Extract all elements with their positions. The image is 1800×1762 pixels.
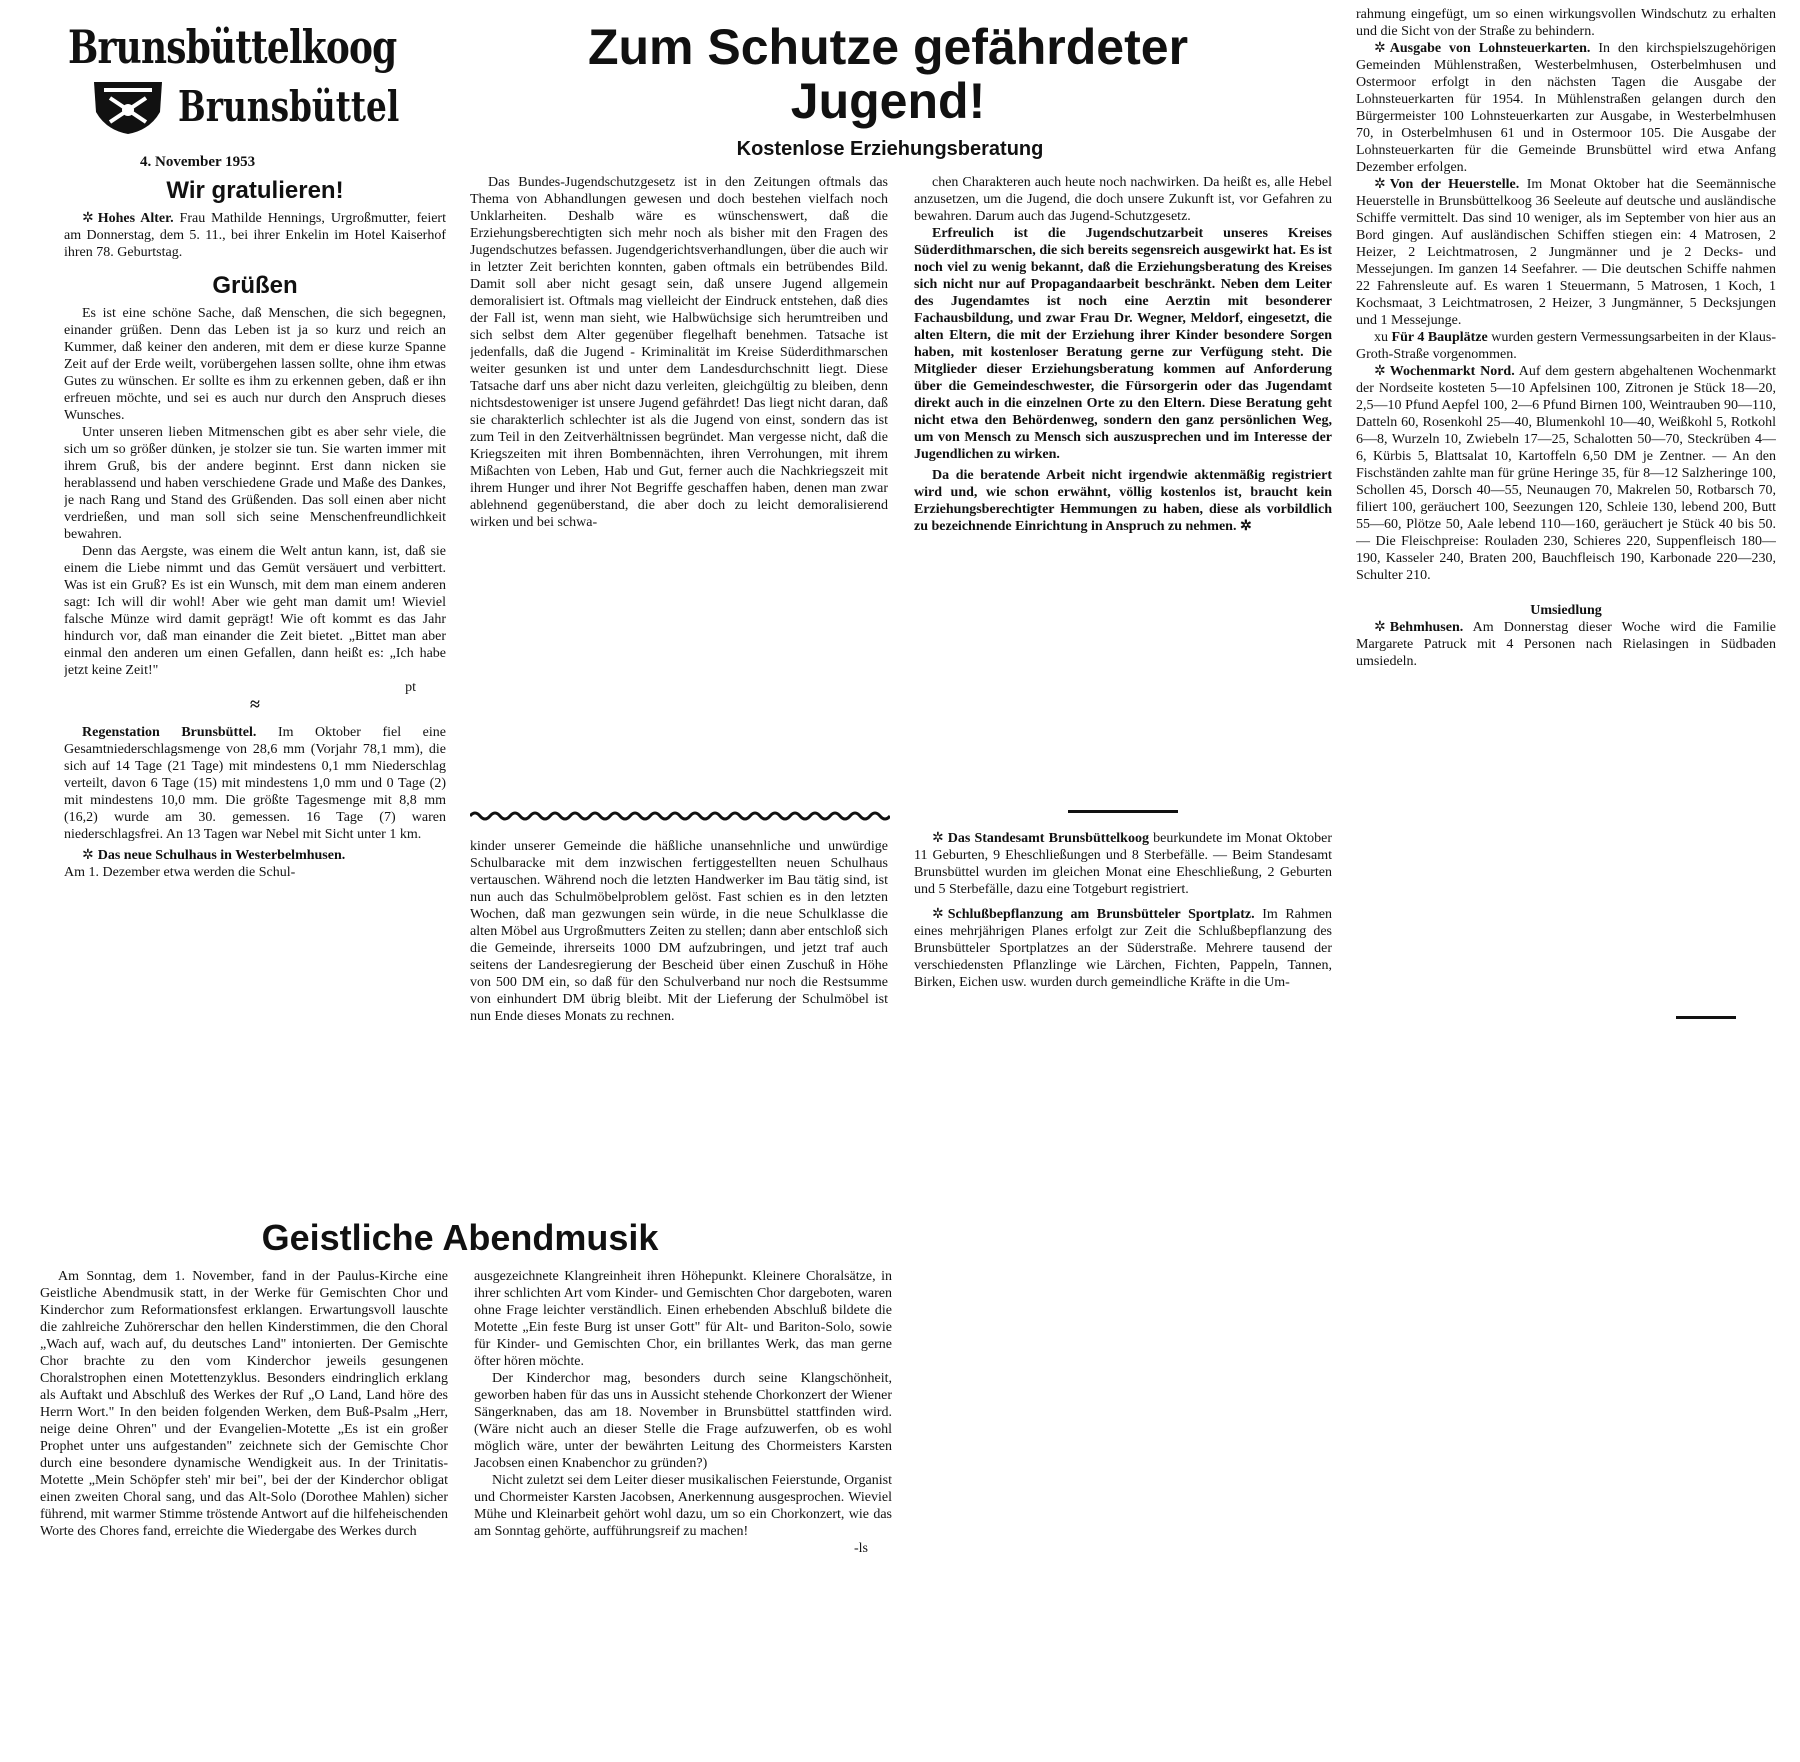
separator-icon: ≈ [250,694,260,714]
column-main-article-1 [470,174,888,804]
column-abendmusik-2 [474,1268,892,1752]
abendmusik-text-3: Der Kinderchor mag, besonders durch seine Klangschönheit, geworben haben für das uns in Aussicht stehende Chorkonzert der Wiener Sängerknaben, das am 18. November in Brunsbüttel stattfinden wird. (Wäre nicht auch an dieser Stelle die Frage aufzuwerfen, ob es wohl möglich wäre, unter der bewährten Leitung des Chormeisters Karsten Jacobsen einen Knabenchor zu gründen?) [474,1371,892,1471]
abendmusik-heading: Geistliche Abendmusik [261,1217,659,1258]
star-icon: ✲ [1374,620,1386,635]
sportplatz-text: Im Rahmen eines mehrjährigen Planes erfolgt zur Zeit die Schlußbepflanzung des Brunsbütteler Sportplatzes an der Süderstraße. Mehrere tausend der verschiedensten Pflanzlinge wie Lärchen, Fichten, Pappeln, Tannen, Birken, Eichen usw. wurden durch gemeindliche Kräfte in die Um- [914,907,1332,990]
wochenmarkt-item [1356,363,1776,584]
gratulation-lead: Hohes Alter. [97,211,174,226]
abendmusik-signature: -ls [854,1541,868,1556]
gruessen-signature: pt [405,680,416,695]
divider [1068,810,1178,813]
star-icon: ✲ [82,211,94,226]
gratulation-text: Frau Mathilde Hennings, Urgroßmutter, feiert am Donnerstag, dem 5. 11., bei ihrer Enkelin im Hotel Kaiserhof ihren 78. Geburtstag. [64,211,446,260]
wochenmarkt-text: Auf dem gestern abgehaltenen Wochenmarkt der Nordseite kosteten 5—10 Apfelsinen 100, Zitronen je Stück 18—20, 2,5—10 Pfund Aepfel 100, 2—6 Pfund Birnen 100, Weintrauben 90—110, Datteln 60, Rosenkohl 25—40, Blumenkohl 10—40, Weißkohl 5, Rotkohl 6—8, Wurzeln 10, Zwiebeln 17—25, Schalotten 50—70, Steckrüben 4—6, Kürbis 5, Blattsalat 10, Kartoffeln 6,50 DM je Zentner. — An den Fischständen zahlte man für grüne Heringe 35, für 8—12 Salzheringe 100, Schollen 45, Dorsch 40—55, Neunaugen 70, Makrelen 50, Rotbarsch 70, filiert 100, geräuchert 100, Seezungen 120, Schleie 130, lebend 200, Butt 55—60, Plötze 50, Aale lebend 110—160, geräuchert je Stück 40 bis 50. — Die Fleischpreise: Rouladen 230, Schieres 220, Suppenfleisch 180—190, Kasseler 240, Braten 200, Bauchfleisch 190, Karbonade 220—230, Schulter 210. [1356,364,1776,583]
bauplaetze-text: wurden gestern Vermessungsarbeiten in der Klaus-Groth-Straße vorgenommen. [1356,330,1776,362]
masthead [68,20,408,136]
sportplatz-item [914,906,1332,991]
main-article-text-3: Erfreulich ist die Jugendschutzarbeit unseres Kreises Süderdithmarschen, die sich bereits segensreich ausgewirkt hat. Es ist noch viel zu wenig bekannt, daß die Erziehungsberatung des Kreises sich nicht nur auf Propagandaarbeit beschränkt. Neben dem Leiter des Jugendamtes ist noch eine Aerztin mit besonderer Fachausbildung, und zwar Frau Dr. Wegner, Meldorf, eingesetzt, die alten Eltern, die mit der Erziehung ihrer Kinder besondere Sorgen haben, mit kostenloser Beratung gerne zur Verfügung steht. Die Mitglieder dieser Erziehungsberatung kommen auf Anforderung über die Gemeindeschwester, die Fürsorgerin oder das Jugendamt direkt auch in die einzelnen Orte zu den Eltern. Diese Beratung geht nicht etwa den Behördenweg, sondern den ganz persönlichen Weg, um von Mensch zu Mensch sich auszusprechen und im Interesse der Jugendlichen zu wirken. [914,226,1332,462]
gruessen-p3: Denn das Aergste, was einem die Welt antun kann, ist, daß sie einem die Liebe nimmt und das Gemüt versäuert und verbittert. Was ist ein Gruß? Es ist ein Wunsch, mit dem man einem anderen sagt: Ich will dir wohl! Aber wie geht man damit um! Wieviel falsche Münze wird damit geprägt! Wie oft kommt es das Jahr hindurch vor, daß man einander die Zeit bietet. „Bittet man aber einmal den anderen um einen Gefallen, dann heißt es: „Ich habe jetzt keine Zeit!" [64,544,446,678]
crest-icon [90,78,166,136]
wochenmarkt-lead: Wochenmarkt Nord. [1389,364,1515,379]
lohnsteuer-item [1356,40,1776,176]
star-icon: ✲ [932,907,944,922]
main-subhead: Kostenlose Erziehungsberatung [736,138,1044,160]
star-icon: ✲ [1374,364,1386,379]
column-abendmusik-1 [40,1268,448,1752]
column-main-article-2 [914,174,1332,794]
schulhaus-text2: kinder unserer Gemeinde die häßliche unansehnliche und unwürdige Schulbaracke mit dem inzwischen fertiggestellten neuen Schulhaus vertauschen. Während noch die letzten Handwerker im Bau tätig sind, ist nun auch das Schulmöbelproblem gelöst. Fast schien es in den letzten Wochen, daß man gezwungen sein würde, in die neue Schulklasse die alten Möbel aus Urgroßmutters Zeiten zu stellen; dann aber entschloß sich die Gemeinde, ihrerseits 1000 DM aufzubringen, und jetzt traf auch seitens der Landesregierung der Bescheid über einen Zuschuß in Höhe von 500 DM ein, so daß für den Schulverband nur noch die Restsumme von einhundert DM übrig bleibt. Mit der Lieferung der Schulmöbel ist nun Ende dieses Monats zu rechnen. [470,839,888,1024]
schulhaus-item [64,847,446,864]
standesamt-item [914,830,1332,898]
bauplaetze-lead: Für 4 Bauplätze [1391,330,1488,345]
schulhaus-text1: Am 1. Dezember etwa werden die Schul- [64,865,296,880]
heuer-lead: Von der Heuerstelle. [1389,177,1520,192]
gratulation-item [64,210,446,261]
gruessen-p1: Es ist eine schöne Sache, daß Menschen, die sich begegnen, einander grüßen. Denn das Leben ist ja so kurz und reich an Kummer, daß keiner den anderen, mit dem er diese kurze Spanne Zeit auf der Erde weilt, vorübergehen lassen sollte, ohne ihm etwas Gutes zu wünschen. Er sollte es ihm zu erkennen geben, daß er ihn erfreuen möchte, und sei es auch nur durch den Anspruch dieses Wunsches. [64,306,446,423]
abendmusik-text-4: Nicht zuletzt sei dem Leiter dieser musikalischen Feierstunde, Organist und Chormeister Karsten Jacobsen, Anerkennung ausgesprochen. Wieviel Mühe und Kleinarbeit gehört wohl dazu, um so ein Chorkonzert, wie das am Sonntag gehörte, aufführungsreif zu machen! [474,1473,892,1539]
column-far-right [1356,6,1776,1126]
umsiedlung-item [1356,619,1776,670]
masthead-title-2: Brunsbüttel [178,82,400,131]
star-icon: ✲ [82,848,94,863]
umsiedlung-text: Am Donnerstag dieser Woche wird die Familie Margarete Patruck mit 4 Personen nach Rielasingen in Südbaden umsiedeln. [1356,620,1776,669]
gruessen-p2: Unter unseren lieben Mitmenschen gibt es aber sehr viele, die sich um so größer dünken, je stolzer sie tun. Sie warten immer mit ihrem Gruß, bis der andere beginnt. Erst dann nicken sie herablassend und haben verschiedene Grade und Maße des Dankes, je nach Rang und Stand des Grüßenden. Das soll einen aber nicht verdrießen, und man soll sich seine Menschenfreundlichkeit bewahren. [64,425,446,542]
gruessen-heading: Grüßen [212,272,298,299]
lohnsteuer-text: In den kirchspielszugehörigen Gemeinden Mühlenstraßen, Westerbelmhusen, Osterbelmhusen und Ostermoor erfolgt in den nächsten Tagen die Ausgabe der Lohnsteuerkarten für 1954. In Mühlenstraßen gelangen durch den Bürgermeister 100 Lohnsteuerkarten zur Ausgabe, in Westerbelmhusen 70, in Osterbelmhusen 61 und in Ostermoor 105. Die Ausgabe der Lohnsteuerkarten für die Gemeinde Brunsbüttel wird etwa Anfang Dezember erfolgen. [1356,41,1776,175]
sportplatz-cont: rahmung eingefügt, um so einen wirkungsvollen Windschutz zu erhalten und die Sicht von der Straße zu behindern. [1356,7,1776,39]
standesamt-text: beurkundete im Monat Oktober 11 Geburten, 9 Eheschließungen und 8 Sterbefälle. — Beim Standesamt Brunsbüttel wurden im gleichen Monat eine Eheschließung, 2 Geburten und 5 Sterbefälle, dazu eine Totgeburt registriert. [914,831,1332,897]
masthead-title-1: Brunsbüttelkoog [68,20,397,74]
schulhaus-lead: Das neue Schulhaus in Westerbelmhusen. [97,848,346,863]
star-icon: ✲ [932,831,944,846]
regen-lead: Regenstation Brunsbüttel. [82,725,257,740]
main-article-text-1: Das Bundes-Jugendschutzgesetz ist in den Zeitungen oftmals das Thema von Abhandlungen gewesen und doch bestehen vielfach noch Unklarheiten. Deshalb wäre es wünschenswert, daß die Erziehungsberechtigten sich mehr noch als bisher mit den Fragen des Jugendschutzes befassen. Jugendgerichtsverhandlungen, über die auch wir in letzter Zeit berichten konnten, gaben oftmals ein betrübendes Bild. Damit soll aber nicht gesagt sein, daß unsere Jugend allgemein demoralisiert ist. Oftmals mag vielleicht der Eindruck entstehen, daß dies der Fall ist, wenn man sieht, wie Halbwüchsige sich herumtreiben und sich selbst dem Alter gegenüber flegelhaft benehmen. Tatsache ist jedenfalls, daß die Jugend - Kriminalität im Kreise Süderdithmarschen weiter gesunken ist und unter dem Landesdurchschnitt liegt. Diese Tatsache darf uns aber nicht dazu verleiten, gleichgültig zu bleiben, denn nichtsdestoweniger ist unsere Jugend gefährdet! Das liegt nicht daran, daß sie charakterlich schlechter ist als die Jugend von einst, sondern das ist zum Teil in den Zeitverhältnissen begründet. Man vergesse nicht, daß die Kriegszeiten mit ihren Bombennächten, ihren Verrohungen, mit ihrem Mißachten von Leben, Hab und Gut, ferner auch die Nachkriegszeit mit ihrem Hunger und ihrer Not Begriffe geschaffen haben, denen man zwar ablehnend gegenüberstand, die aber doch zu leicht demoralisierend wirken und bei schwa- [470,175,888,530]
column-right-middle [914,830,1332,1130]
main-article-text-2: chen Charakteren auch heute noch nachwirken. Da heißt es, alle Hebel anzusetzen, um die Jugend, die doch unsere Zukunft ist, vor Gefahren zu bewahren. Darum auch das Jugend-Schutzgesetz. [914,175,1332,224]
standesamt-lead: Das Standesamt Brunsbüttelkoog [947,831,1149,846]
abendmusik-text-2: ausgezeichnete Klangreinheit ihren Höhepunkt. Kleinere Choralsätze, in ihrer schlichten Art vom Kinder- und Gemischten Chor dargeboten, waren ohne Frage leichter verständlich. Einen erhebenden Abschluß bildete die Motette „Ein feste Burg ist unser Gott" für Alt- und Bariton-Solo, sowie für Kinder- und Gemischten Chor, ein brillantes Werk, das man gerne öfter hören möchte. [474,1269,892,1369]
umsiedlung-lead: Behmhusen. [1389,620,1464,635]
abendmusik-text-1: Am Sonntag, dem 1. November, fand in der Paulus-Kirche eine Geistliche Abendmusik statt, in der Werke für Gemischten Chor und Kinderchor zum Reformationsfest erklangen. Erwartungsvoll lauschte die zahlreiche Zuhörerschar den hellen Kinderstimmen, die den Choral „Wach auf, wach auf, du deutsches Land" intonierten. Der Gemischte Chor brachte zu den vom Kinderchor jeweils gesungenen Choralstrophen einen Motettenzyklus. Besonders eindringlich erklang als Auftakt und Abschluß des Werkes der Ruf „O Land, Land höre des Herrn Wort." In den beiden folgenden Werken, dem Buß-Psalm „Herr, neige deine Ohren" und der Evangelien-Motette „Es ist ein großer Prophet unter uns aufgestanden" zeichnete sich der Gemischte Chor durch eine besondere dynamische Wendigkeit aus. In der Trinitatis-Motette „Mein Schöpfer steh' mir bei", bei der der Kinderchor obligat einen zweiten Choral sang, und das Alt-Solo (Dorothee Mahlen) sicher führend, mit warmer Stimme tröstende Antwort auf die hilfeheischenden Worte des Chores fand, erreichte die Wiedergabe des Werkes durch [40,1269,448,1539]
main-headline: Zum Schutze gefährdeter Jugend! [587,19,1189,129]
sportplatz-lead: Schlußbepflanzung am Brunsbütteler Sportplatz. [947,907,1255,922]
divider [1676,1016,1736,1019]
wave-separator-icon [470,808,890,824]
bauplaetze-item [1356,329,1776,363]
column-schulhaus-cont [470,838,888,1192]
star-icon: ✲ [1374,41,1386,56]
regen-text: Im Oktober fiel eine Gesamtniederschlagsmenge von 28,6 mm (Vorjahr 78,1 mm), die sich auf 14 Tage (21 Tage) mit mindestens 0,1 mm Niederschlag verteilt, davon 6 Tage (15) mit mindestens 1,0 mm und 0 Tage (2) mit mindestens 10,0 mm. Die größte Tagesmenge mit 8,8 mm (16,2) wurde am 30. gemessen. 16 Tage (7) waren niederschlagsfrei. An 13 Tagen war Nebel mit Sicht unter 1 km. [64,725,446,842]
bauplaetze-prefix: xu [1374,330,1388,345]
heuer-text: Im Monat Oktober hat die Seemännische Heuerstelle in Brunsbüttelkoog 36 Seeleute auf deutsche und ausländische Schiffe vermittelt. Das sind 10 weniger, als im September von hier aus an Bord gingen. Auf ausländischen Schiffen stiegen ein: 4 Matrosen, 2 Heizer, 2 Leichtmatrosen, 2 Jungmänner und je 2 Decks- und Messejungen. Im ganzen 14 Seefahrer. — Die deutschen Schiffe nahmen 22 Fahrensleute auf. Es waren 1 Steuermann, 5 Matrosen, 1 Koch, 1 Kochsmaat, 3 Leichtmatrosen, 2 Heizer, 3 Jungmänner, 5 Decksjungen und 1 Messejunge. [1356,177,1776,328]
regen-item [64,724,446,843]
heuer-item [1356,176,1776,329]
gratulation-heading: Wir gratulieren! [166,177,344,204]
umsiedlung-heading: Umsiedlung [1530,603,1602,618]
main-article-text-4: Da die beratende Arbeit nicht irgendwie aktenmäßig registriert wird und, wie schon erwähnt, völlig kostenlos ist, braucht kein Erziehungsberechtigter Hemmungen zu haben, diese als vorbildlich zu bezeichnende Einrichtung in Anspruch zu nehmen. ✲ [914,468,1332,534]
lohnsteuer-lead: Ausgabe von Lohnsteuerkarten. [1389,41,1591,56]
star-icon: ✲ [1374,177,1386,192]
column-left-top [64,176,446,1176]
issue-date: 4. November 1953 [140,154,256,170]
